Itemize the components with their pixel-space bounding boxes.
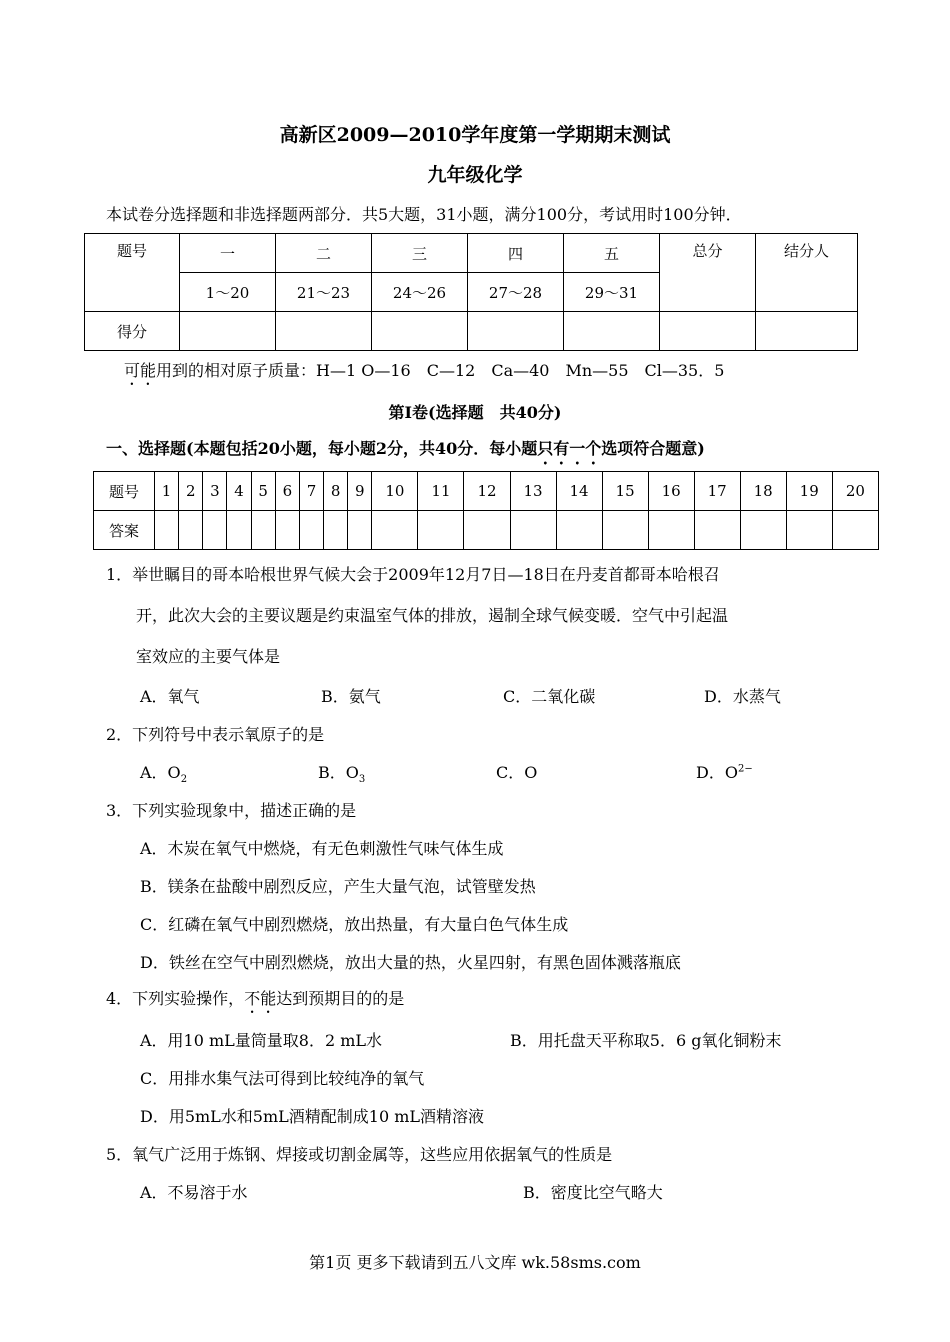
answer-label-number: 题号	[94, 472, 155, 511]
q4-option-b[interactable]: B．用托盘天平称取5．6 g氧化铜粉末	[510, 1031, 782, 1050]
score-row-label-number: 题号	[85, 234, 180, 312]
q5-option-b[interactable]: B．密度比空气略大	[523, 1183, 663, 1202]
answer-number-2: 2	[179, 472, 203, 511]
answer-cell-7[interactable]	[299, 511, 323, 550]
range-4: 27～28	[468, 273, 564, 312]
grader-label: 结分人	[756, 234, 858, 312]
answer-number-9: 9	[348, 472, 372, 511]
answer-number-3: 3	[203, 472, 227, 511]
section1-heading-post: 选项符合题意)	[601, 439, 705, 458]
q2-option-b[interactable]: B．$O_3$	[318, 763, 366, 786]
answer-cell-11[interactable]	[418, 511, 464, 550]
q3-option-b[interactable]: B．镁条在盐酸中剧烈反应，产生大量气泡，试管壁发热	[140, 877, 536, 896]
score-cell[interactable]	[372, 312, 468, 351]
q4-option-c[interactable]: C．用排水集气法可得到比较纯净的氧气	[140, 1069, 425, 1088]
section1-heading-emphasis: 只有一个	[537, 439, 602, 458]
score-cell[interactable]	[180, 312, 276, 351]
q2-option-c[interactable]: C．O	[496, 763, 538, 782]
section-1: 一	[180, 234, 276, 273]
q3-line-1: 3．下列实验现象中，描述正确的是	[106, 801, 357, 820]
answer-cell-16[interactable]	[648, 511, 694, 550]
answer-cell-13[interactable]	[510, 511, 556, 550]
answer-label-answer: 答案	[94, 511, 155, 550]
score-cell[interactable]	[660, 312, 756, 351]
q1-option-c[interactable]: C．二氧化碳	[503, 687, 596, 706]
answer-cell-14[interactable]	[556, 511, 602, 550]
answer-number-15: 15	[602, 472, 648, 511]
page-footer: 第1页 更多下载请到五八文库 wk.58sms.com	[309, 1253, 641, 1272]
q5-option-a[interactable]: A．不易溶于水	[140, 1183, 248, 1202]
answer-number-16: 16	[648, 472, 694, 511]
answer-table	[93, 471, 879, 550]
answer-cell-10[interactable]	[372, 511, 418, 550]
answer-cell-15[interactable]	[602, 511, 648, 550]
answer-cell-17[interactable]	[694, 511, 740, 550]
exam-title: 高新区2009—2010学年度第一学期期末测试	[279, 124, 671, 146]
q2-option-a[interactable]: A．$O_2$	[140, 763, 188, 786]
answer-number-17: 17	[694, 472, 740, 511]
answer-number-12: 12	[464, 472, 510, 511]
q4-line-1	[106, 986, 404, 1017]
score-table	[84, 233, 858, 351]
atomic-mass-values: H—1 O—16 C—12 Ca—40 Mn—55 Cl—35．5	[316, 361, 725, 380]
range-3: 24～26	[372, 273, 468, 312]
section-5: 五	[564, 234, 660, 273]
q5-line-1: 5．氧气广泛用于炼钢、焊接或切割金属等，这些应用依据氧气的性质是	[106, 1145, 613, 1164]
answer-number-20: 20	[832, 472, 878, 511]
q1-line-1: 1．举世瞩目的哥本哈根世界气候大会于2009年12月7日—18日在丹麦首都哥本哈根召	[106, 565, 720, 584]
answer-number-10: 10	[372, 472, 418, 511]
answer-cell-8[interactable]	[324, 511, 348, 550]
atomic-mass-line	[124, 358, 724, 389]
q4-line-post: 达到预期目的的是	[276, 989, 405, 1008]
score-cell[interactable]	[468, 312, 564, 351]
range-2: 21～23	[276, 273, 372, 312]
answer-cell-9[interactable]	[348, 511, 372, 550]
range-1: 1～20	[180, 273, 276, 312]
q1-option-b[interactable]: B．氨气	[321, 687, 381, 706]
q2-option-d[interactable]: D．$O^{2-}$	[696, 763, 753, 782]
score-cell[interactable]	[276, 312, 372, 351]
answer-number-1: 1	[155, 472, 179, 511]
score-row-label-score: 得分	[85, 312, 180, 351]
atomic-mass-label: 用到的相对原子质量：	[156, 361, 317, 380]
q1-option-d[interactable]: D．水蒸气	[704, 687, 781, 706]
answer-cell-19[interactable]	[786, 511, 832, 550]
exam-subtitle: 九年级化学	[427, 164, 523, 186]
q4-line-emphasis: 不能	[244, 989, 277, 1008]
answer-number-6: 6	[275, 472, 299, 511]
answer-number-5: 5	[251, 472, 275, 511]
q1-line-2: 开，此次大会的主要议题是约束温室气体的排放，遏制全球气候变暖．空气中引起温	[136, 606, 729, 625]
answer-number-4: 4	[227, 472, 251, 511]
answer-number-18: 18	[740, 472, 786, 511]
q4-option-d[interactable]: D．用5mL水和5mL酒精配制成10 mL酒精溶液	[140, 1107, 485, 1126]
range-5: 29～31	[564, 273, 660, 312]
answer-cell-4[interactable]	[227, 511, 251, 550]
answer-cell-3[interactable]	[203, 511, 227, 550]
q2-line-1: 2．下列符号中表示氧原子的是	[106, 725, 325, 744]
section1-heading-pre: 一、选择题(本题包括20小题，每小题2分，共40分．每小题	[106, 439, 538, 458]
answer-cell-6[interactable]	[275, 511, 299, 550]
answer-cell-5[interactable]	[251, 511, 275, 550]
answer-number-11: 11	[418, 472, 464, 511]
section-4: 四	[468, 234, 564, 273]
answer-cell-18[interactable]	[740, 511, 786, 550]
q3-option-a[interactable]: A．木炭在氧气中燃烧，有无色刺激性气味气体生成	[140, 839, 504, 858]
part1-heading: 第Ⅰ卷(选择题 共40分)	[388, 403, 562, 422]
section-2: 二	[276, 234, 372, 273]
answer-number-8: 8	[324, 472, 348, 511]
exam-intro: 本试卷分选择题和非选择题两部分．共5大题，31小题，满分100分，考试用时100分钟．	[106, 205, 742, 224]
section1-heading	[106, 436, 705, 468]
q3-option-c[interactable]: C．红磷在氧气中剧烈燃烧，放出热量，有大量白色气体生成	[140, 915, 569, 934]
section-3: 三	[372, 234, 468, 273]
answer-number-14: 14	[556, 472, 602, 511]
q4-line-pre: 4．下列实验操作，	[106, 989, 245, 1008]
answer-cell-12[interactable]	[464, 511, 510, 550]
answer-number-19: 19	[786, 472, 832, 511]
q1-option-a[interactable]: A．氧气	[140, 687, 200, 706]
score-cell[interactable]	[756, 312, 858, 351]
total-label: 总分	[660, 234, 756, 312]
answer-number-7: 7	[299, 472, 323, 511]
q3-option-d[interactable]: D．铁丝在空气中剧烈燃烧，放出大量的热，火星四射，有黑色固体溅落瓶底	[140, 953, 681, 972]
atomic-mass-emphasis: 可能	[124, 361, 157, 380]
q4-option-a[interactable]: A．用10 mL量筒量取8．2 mL水	[140, 1031, 383, 1050]
answer-cell-2[interactable]	[179, 511, 203, 550]
q1-line-3: 室效应的主要气体是	[136, 647, 281, 666]
answer-cell-1[interactable]	[155, 511, 179, 550]
answer-number-13: 13	[510, 472, 556, 511]
score-cell[interactable]	[564, 312, 660, 351]
answer-cell-20[interactable]	[832, 511, 878, 550]
